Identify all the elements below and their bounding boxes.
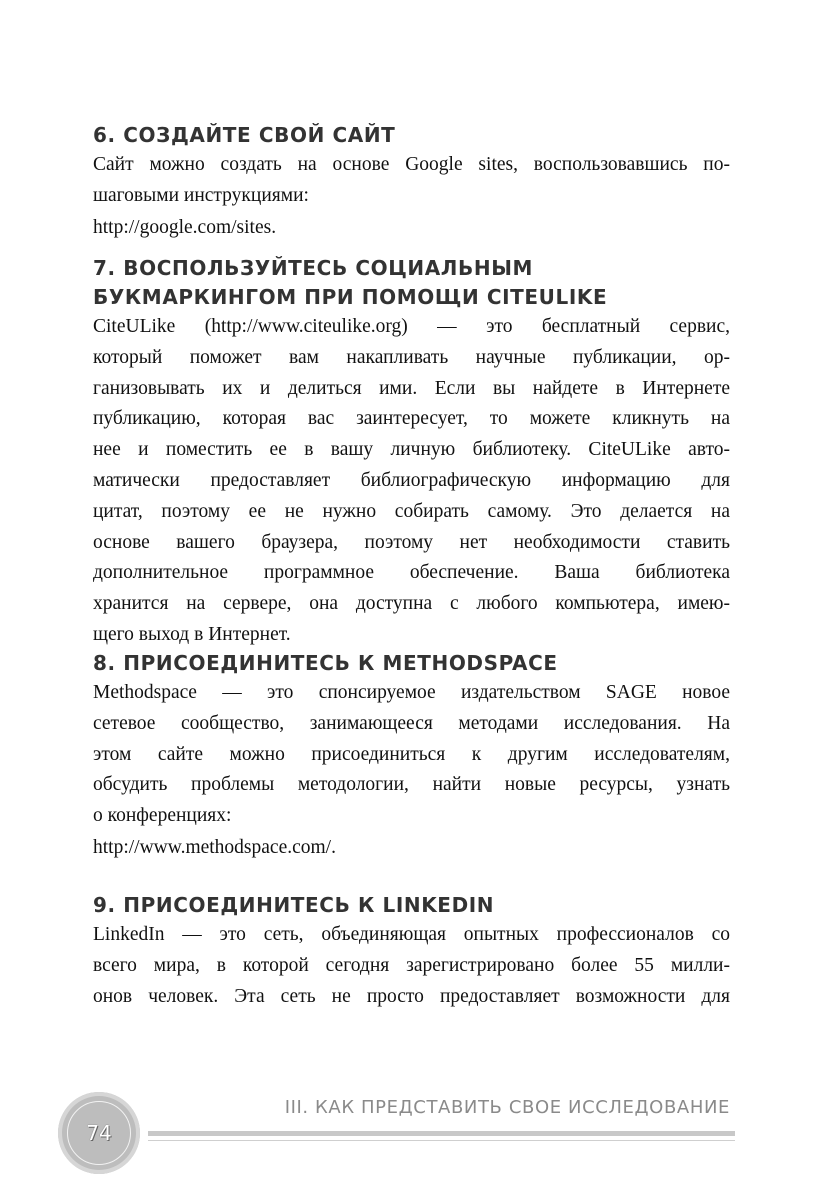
body-text-line: сетевое сообщество, занимающееся методами исследования. На (93, 712, 730, 734)
footer-rule-thick (148, 1131, 735, 1136)
body-text-line: обсудить проблемы методологии, найти новые ресурсы, узнать (93, 774, 730, 796)
body-text-line: ганизовывать их и делиться ими. Если вы найдете в Интернете (93, 377, 730, 399)
section-8 (93, 649, 730, 864)
body-text-line: дополнительное программное обеспечение. Ваша библиотека (93, 562, 730, 584)
body-text-line: шаговыми инструкциями: (93, 184, 309, 206)
body-text-line: цитат, поэтому ее не нужно собирать самому. Это делается на (93, 500, 730, 522)
page-number-badge (58, 1092, 140, 1174)
section-heading: БУКМАРКИНГОМ ПРИ ПОМОЩИ CITEULIKE (93, 285, 608, 309)
body-text-line: публикацию, которая вас заинтересует, то можете кликнуть на (93, 408, 730, 430)
section-heading: 8. ПРИСОЕДИНИТЕСЬ К METHODSPACE (93, 651, 558, 675)
body-text-line: CiteULike (http://www.citeulike.org) — это бесплатный сервис, (93, 316, 730, 337)
body-text-line: онов человек. Эта сеть не просто предоставляет возможности для (93, 985, 730, 1007)
body-text-line: основе вашего браузера, поэтому нет необходимости ставить (93, 531, 730, 553)
section-7 (93, 254, 730, 651)
body-text-line: нее и поместить ее в вашу личную библиотеку. CiteULike авто- (93, 439, 730, 461)
body-text-line: хранится на сервере, она доступна с любого компьютера, имею- (93, 593, 730, 615)
body-text-line: щего выход в Интернет. (93, 623, 291, 645)
section-6 (93, 121, 730, 243)
url-link[interactable]: http://www.methodspace.com/. (93, 836, 336, 858)
body-text-line: всего мира, в которой сегодня зарегистрировано более 55 милли- (93, 954, 730, 976)
body-text-line: этом сайте можно присоединиться к другим исследователям, (93, 743, 730, 765)
section-heading: 6. СОЗДАЙТЕ СВОЙ САЙТ (93, 123, 396, 147)
section-heading: 9. ПРИСОЕДИНИТЕСЬ К LINKEDIN (93, 893, 495, 917)
body-text-line: матически предоставляет библиографическую информацию для (93, 469, 730, 491)
section-9 (93, 891, 730, 1012)
running-header-chapter-title: III. КАК ПРЕДСТАВИТЬ СВОЕ ИССЛЕДОВАНИЕ (284, 1097, 730, 1118)
footer-rule-thin (148, 1140, 735, 1141)
body-text-line: о конференциях: (93, 805, 232, 827)
section-heading: 7. ВОСПОЛЬЗУЙТЕСЬ СОЦИАЛЬНЫМ (93, 256, 534, 280)
body-text-line: Methodspace — это спонсируемое издательством SAGE новое (93, 682, 730, 703)
body-text-line: который поможет вам накапливать научные публикации, ор- (93, 346, 730, 368)
body-text-line: Сайт можно создать на основе Google sites, воспользовавшись по- (93, 154, 730, 175)
url-link[interactable]: http://google.com/sites. (93, 216, 277, 238)
body-text-line: LinkedIn — это сеть, объединяющая опытных профессионалов со (93, 924, 730, 945)
page-number: 74 (67, 1101, 131, 1165)
